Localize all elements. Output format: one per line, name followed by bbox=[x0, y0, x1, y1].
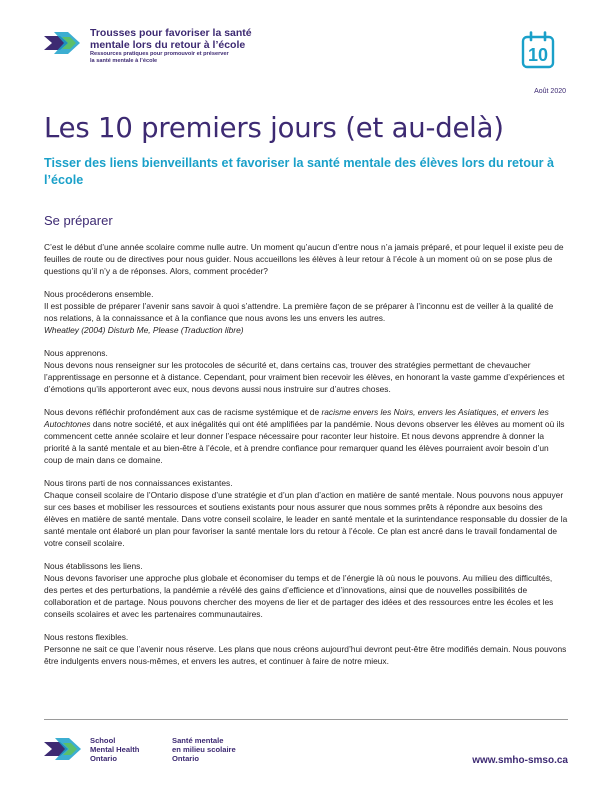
section-heading: Se préparer bbox=[44, 213, 113, 228]
paragraph-flexible bbox=[44, 631, 568, 667]
calendar-number: 10 bbox=[527, 45, 549, 65]
toolkit-title: Trousses pour favoriser la santé mentale lors du retour à l’école bbox=[90, 27, 252, 51]
paragraph-text: Chaque conseil scolaire de l’Ontario dispose d’une stratégie et d’un plan d’action en matière de santé mentale. Nous pouvons nous appuyer sur ces bases et mobiliser les ressources et soutiens existants pour nous assurer que nous sommes prêts à répondre aux besoins des élèves en matière de santé mentale. Dans votre conseil scolaire, le leader en santé mentale et la surintendance responsable du dossier de la santé mentale ont élaboré un plan pour favoriser la santé mentale lors du retour à l’école. Ce plan est ancré dans le travail fondamental de votre conseil scolaire. bbox=[44, 490, 568, 548]
body-text bbox=[44, 241, 568, 678]
smho-footer-logo-icon bbox=[44, 736, 86, 762]
calendar-icon bbox=[521, 31, 555, 69]
paragraph-text: dans notre société, et aux inégalités qui ont été amplifiées par la pandémie. Nous devons observer les élèves au moment où ils commencent cette année scolaire et leur donner l’espace nécessaire pour raconter leur histoire. Et nous devons apprendre à donner la priorité à la santé mentale et au bien-être à l’école, et à prendre confiance pour remarquer quand les élèves pourraient avoir besoin d’un coup de main dans ce domaine. bbox=[44, 419, 565, 465]
toolkit-subtitle: Ressources pratiques pour promouvoir et préserver la santé mentale à l’école bbox=[90, 51, 229, 64]
paragraph-learning bbox=[44, 347, 568, 395]
org-name-english: School Mental Health Ontario bbox=[90, 736, 140, 763]
page-title: Les 10 premiers jours (et au-delà) bbox=[44, 112, 504, 144]
paragraph-connections bbox=[44, 560, 568, 620]
paragraph-emphasis: racisme envers les Noirs, envers les Asiatiques, et envers les Autochtones bbox=[44, 407, 549, 429]
paragraph-text: Nous devons réfléchir profondément aux cas de racisme systémique et de bbox=[44, 407, 322, 417]
paragraph-lead: Nous établissons les liens. bbox=[44, 561, 143, 571]
paragraph-together bbox=[44, 288, 568, 336]
paragraph-knowledge bbox=[44, 477, 568, 549]
intro-paragraph: C’est le début d’une année scolaire comme nulle autre. Un moment qu’aucun d’entre nous n’a jamais préparé, et pour lequel il existe peu de feuilles de route ou de directives pour nous guider. Nous accueillons les élèves à leur retour à l’école à un moment où on se pose plus de questions qu’il n’y a de réponses. Alors, comment procéder? bbox=[44, 242, 564, 276]
citation: Wheatley (2004) Disturb Me, Please (Traduction libre) bbox=[44, 325, 244, 335]
org-name-french: Santé mentale en milieu scolaire Ontario bbox=[172, 736, 236, 763]
paragraph-lead: Nous restons flexibles. bbox=[44, 632, 129, 642]
paragraph-text: Personne ne sait ce que l’avenir nous réserve. Les plans que nous créons aujourd’hui devront peut-être être modifiés demain. Nous pouvons être indulgents envers nous-mêmes, et envers les autres, et continuer à faire de notre mieux. bbox=[44, 644, 567, 666]
paragraph-lead: Nous apprenons. bbox=[44, 348, 108, 358]
paragraph-text: Nous devons nous renseigner sur les protocoles de sécurité et, dans certains cas, trouver des stratégies permettant de chevaucher l’apprentissage en personne et à distance. Cependant, pour vraiment bien recevoir les élèves, en honorant la vaste gamme d’expériences et d’émotions qu’ils apporteront avec eux, nous devons aussi nous instruire sur d’autres choses. bbox=[44, 360, 565, 394]
website-url: www.smho-smso.ca bbox=[472, 755, 568, 766]
paragraph-racism bbox=[44, 406, 568, 466]
paragraph-text: Nous devons favoriser une approche plus globale et économiser du temps et de l’énergie là où nous le pouvons. Au milieu des difficultés, des pertes et des perturbations, la pandémie a révélé des gains d’efficience et d’innovations, ainsi que de nouvelles possibilités de collaboration et de partage. Nous pouvons chercher des moyens de lier et de partager des idées et des ressources entre les écoles et les conseils scolaires et avec les partenaires communautaires. bbox=[44, 573, 554, 619]
paragraph-lead: Nous procéderons ensemble. bbox=[44, 289, 154, 299]
publication-date: Août 2020 bbox=[534, 88, 566, 95]
footer-divider bbox=[44, 719, 568, 720]
page-header bbox=[0, 0, 612, 100]
page-subtitle: Tisser des liens bienveillants et favoriser la santé mentale des élèves lors du retour à l’école bbox=[44, 156, 555, 187]
smho-arrow-logo-icon bbox=[42, 28, 82, 58]
paragraph-text: Il est possible de préparer l’avenir sans savoir à quoi s’attendre. La première façon de se préparer à l’inconnu est de veiller à la qualité de nos relations, à la connaissance et à la confiance que nous avons les uns envers les autres. bbox=[44, 301, 554, 323]
paragraph-lead: Nous tirons parti de nos connaissances existantes. bbox=[44, 478, 233, 488]
